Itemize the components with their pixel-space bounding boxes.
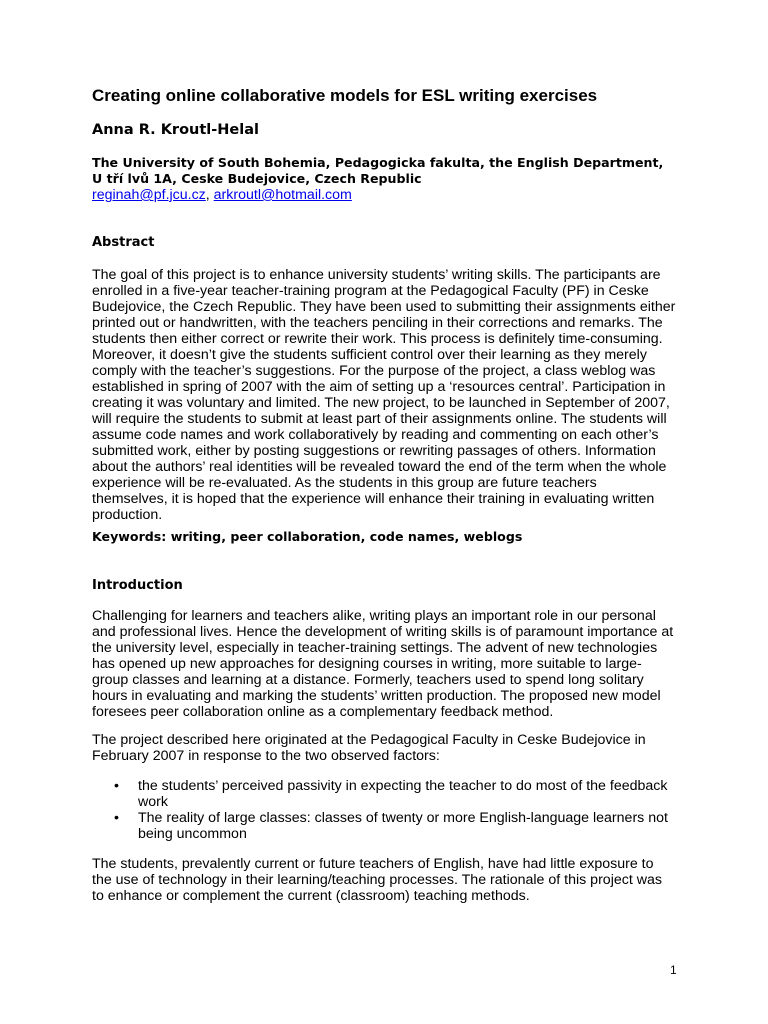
intro-paragraph-1 [92,608,680,720]
intro-paragraph-2 [92,732,680,764]
text-line: the use of technology in their learning/teaching processes. The rationale of this project was [92,872,662,888]
text-line: comply with the teacher’s suggestions. For the purpose of the project, a class weblog was [92,363,656,379]
list-item-text: the students’ perceived passivity in expecting the teacher to do most of the feedback [138,778,668,794]
text-line: The project described here originated at the Pedagogical Faculty in Ceske Budejovice in [92,732,646,748]
affiliation [92,155,692,187]
list-item-text: being uncommon [138,826,247,842]
keywords: Keywords: writing, peer collaboration, code names, weblogs [92,529,523,544]
text-line: enrolled in a five-year teacher-training program at the Pedagogical Faculty (PF) in Ceske [92,283,649,299]
text-line: hours in evaluating and marking the students’ written production. The proposed new model [92,688,661,704]
text-line: February 2007 in response to the two observed factors: [92,748,440,764]
list-item [92,778,682,810]
text-line: experience will be re-evaluated. As the students in this group are future teachers [92,475,597,491]
text-line: creating it was voluntary and limited. The new project, to be launched in September of 2007, [92,395,670,411]
text-line: has opened up new approaches for designing courses in writing, more suitable to large- [92,656,642,672]
paper-title: Creating online collaborative models for ESL writing exercises [92,86,598,105]
text-line: submitted work, either by posting suggestions or rewriting passages of others. Information [92,443,656,459]
text-line: and professional lives. Hence the development of writing skills is of paramount importance at [92,624,674,640]
text-line: themselves, it is hoped that the experience will enhance their training in evaluating written [92,491,655,507]
page-number: 1 [670,963,677,977]
text-line: students then either correct or rewrite their work. This process is definitely time-consuming. [92,331,663,347]
list-item [92,810,682,842]
text-line: will require the students to submit at least part of their assignments online. The students will [92,411,667,427]
list-item-text: work [138,794,168,810]
text-line: Moreover, it doesn’t give the students sufficient control over their learning as they merely [92,347,647,363]
abstract-paragraph [92,267,680,523]
list-item-text: The reality of large classes: classes of twenty or more English-language learners not [138,810,668,826]
author-name: Anna R. Kroutl-Helal [92,122,259,138]
text-line: Budejovice, the Czech Republic. They have been used to submitting their assignments either [92,299,676,315]
email-link-1[interactable]: reginah@pf.jcu.cz [92,187,206,203]
affiliation-line: The University of South Bohemia, Pedagogicka fakulta, the English Department, [92,155,664,170]
text-line: printed out or handwritten, with the teachers penciling in their corrections and remarks. The [92,315,663,331]
email-link-2[interactable]: arkroutl@hotmail.com [213,187,352,203]
text-line: production. [92,507,163,523]
text-line: The goal of this project is to enhance university students’ writing skills. The participants are [92,267,661,283]
text-line: assume code names and work collaboratively by reading and commenting on each other’s [92,427,659,443]
intro-paragraph-3 [92,856,680,904]
text-line: the university level, especially in teacher-training settings. The advent of new technologies [92,640,658,656]
text-line: established in spring of 2007 with the aim of setting up a ‘resources central’. Participation in [92,379,666,395]
email-separator: , [205,187,214,203]
author-emails [92,187,352,203]
text-line: about the authors’ real identities will be revealed toward the end of the term when the whole [92,459,667,475]
bullet-icon: • [114,778,119,794]
text-line: to enhance or complement the current (classroom) teaching methods. [92,888,530,904]
bullet-icon: • [114,810,119,826]
factor-list [92,778,682,842]
text-line: group classes and learning at a distance. Formerly, teachers used to spend long solitary [92,672,644,688]
text-line: Challenging for learners and teachers alike, writing plays an important role in our personal [92,608,656,624]
affiliation-line: U tří lvů 1A, Ceske Budejovice, Czech Republic [92,171,422,186]
abstract-heading: Abstract [92,235,155,250]
text-line: foresees peer collaboration online as a complementary feedback method. [92,704,554,720]
introduction-heading: Introduction [92,578,183,593]
text-line: The students, prevalently current or future teachers of English, have had little exposure to [92,856,654,872]
